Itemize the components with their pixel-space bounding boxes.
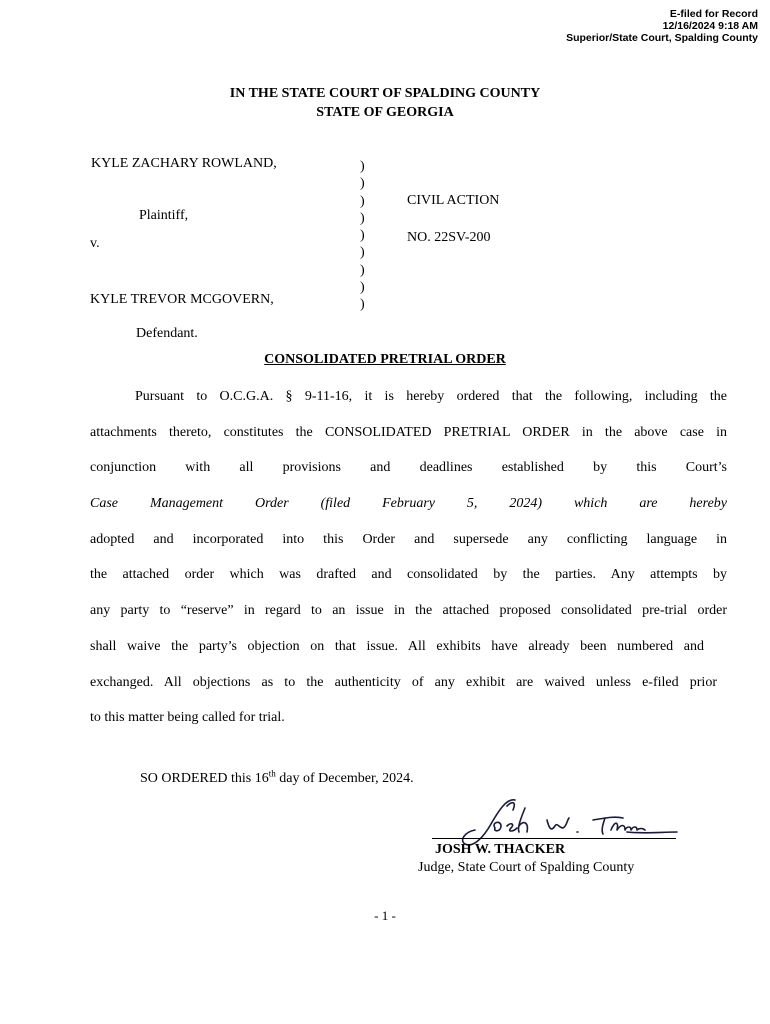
efile-stamp-timestamp: 12/16/2024 9:18 AM bbox=[662, 20, 758, 32]
plaintiff-name: KYLE ZACHARY ROWLAND, bbox=[91, 156, 277, 171]
caption-paren: ) bbox=[360, 297, 365, 313]
order-body-line-1: Pursuant to O.C.G.A. § 9-11-16, it is hereby ordered that the following, including the bbox=[135, 389, 727, 404]
court-heading-line2: STATE OF GEORGIA bbox=[316, 105, 454, 120]
caption-paren: ) bbox=[360, 280, 365, 296]
case-management-order-text: Case Management Order (filed February 5, 2024) which are hereby bbox=[90, 496, 727, 511]
caption-paren: ) bbox=[360, 262, 365, 278]
civil-action-label: CIVIL ACTION bbox=[407, 193, 500, 208]
judge-name: JOSH W. THACKER bbox=[435, 842, 566, 857]
order-body-line-6: the attached order which was drafted and consolidated by the parties. Any attempts by bbox=[90, 567, 727, 582]
signature-line bbox=[432, 838, 676, 839]
efile-stamp-line1: E-filed for Record bbox=[669, 8, 758, 20]
order-body-line-9: exchanged. All objections as to the authenticity of any exhibit are waived unless e-filed prior bbox=[90, 675, 717, 690]
so-ordered-ordinal: th bbox=[268, 768, 276, 779]
order-body-line-2: attachments thereto, constitutes the CONSOLIDATED PRETRIAL ORDER in the above case in bbox=[90, 425, 727, 440]
caption-paren: ) bbox=[360, 159, 365, 174]
so-ordered-suffix: day of December, 2024. bbox=[275, 771, 414, 786]
page-number: - 1 - bbox=[374, 908, 396, 923]
judge-title: Judge, State Court of Spalding County bbox=[418, 860, 635, 875]
efile-stamp-court: Superior/State Court, Spalding County bbox=[566, 32, 758, 44]
caption-paren: ) bbox=[360, 228, 365, 244]
caption-paren: ) bbox=[360, 210, 365, 226]
efile-stamp bbox=[566, 8, 758, 44]
order-body-line-7: any party to “reserve” in regard to an issue in the attached proposed consolidated pre-trial order bbox=[90, 603, 727, 618]
order-title: CONSOLIDATED PRETRIAL ORDER bbox=[264, 352, 506, 367]
court-heading-line1: IN THE STATE COURT OF SPALDING COUNTY bbox=[229, 86, 541, 101]
case-number: NO. 22SV-200 bbox=[407, 230, 491, 245]
defendant-name: KYLE TREVOR MCGOVERN, bbox=[90, 292, 274, 307]
caption-parenthesis-column bbox=[360, 158, 365, 314]
so-ordered-prefix: SO ORDERED this 16 bbox=[140, 771, 269, 786]
order-body-line-5: adopted and incorporated into this Order and supersede any conflicting language in bbox=[90, 532, 727, 547]
caption-paren: ) bbox=[360, 176, 365, 192]
caption-paren: ) bbox=[360, 193, 365, 209]
order-body-line-10: to this matter being called for trial. bbox=[90, 710, 285, 725]
defendant-label: Defendant. bbox=[136, 326, 198, 341]
so-ordered-line bbox=[140, 770, 414, 788]
caption-paren: ) bbox=[360, 245, 365, 261]
versus-label: v. bbox=[90, 236, 100, 251]
court-heading bbox=[0, 84, 770, 122]
order-body-line-8: shall waive the party’s objection on that issue. All exhibits have already been numbered and bbox=[90, 639, 704, 654]
order-body-line-4 bbox=[90, 495, 727, 513]
order-body-line-3: conjunction with all provisions and deadlines established by this Court’s bbox=[90, 460, 727, 475]
plaintiff-label: Plaintiff, bbox=[139, 208, 189, 223]
